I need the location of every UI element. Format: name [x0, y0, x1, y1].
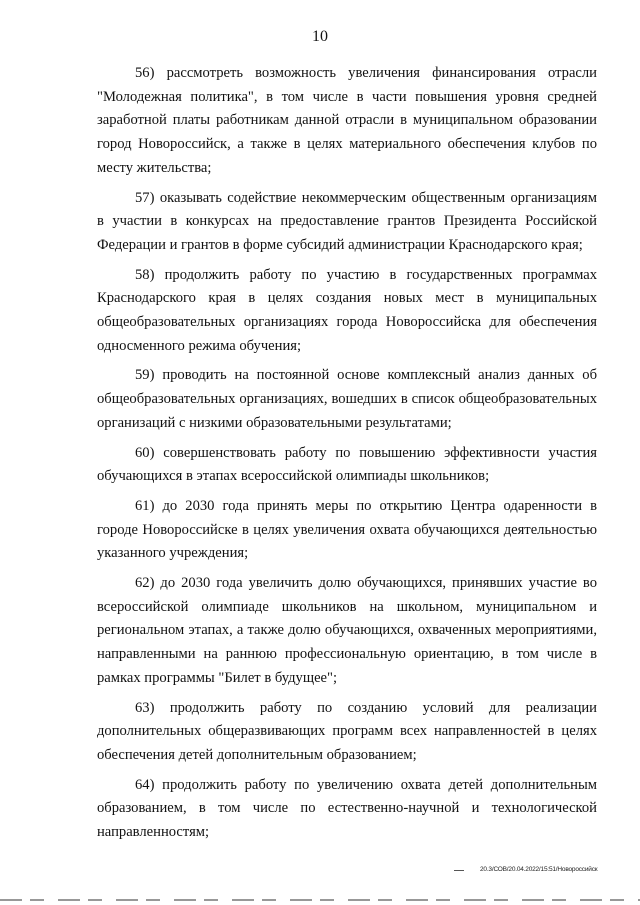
- paragraph-63: 63) продолжить работу по созданию условий для реализации дополнительных общеразвивающих программ всех направленностей в целях обеспечения детей дополнительным образованием;: [97, 699, 597, 763]
- page-number: 10: [312, 28, 328, 45]
- document-stamp: 20.3/СОВ/20.04.2022/15:51/Новороссийск: [480, 866, 598, 873]
- paragraph-62: 62) до 2030 года увеличить долю обучающихся, принявших участие во всероссийской олимпиаде школьников на школьном, муниципальном и региональном этапах, а также долю обучающихся, охваченных мероприятиями, направленными на раннюю профессиональную ориентацию, в том числе в рамках программы "Билет в будущее";: [97, 575, 597, 686]
- document-body: [97, 62, 597, 851]
- paragraph-61: 61) до 2030 года принять меры по открытию Центра одаренности в городе Новороссийске в целях увеличения охвата обучающихся деятельностью указанного учреждения;: [97, 497, 597, 562]
- bottom-scan-edge: [0, 899, 640, 901]
- paragraph-59: 59) проводить на постоянной основе комплексный анализ данных об общеобразовательных организациях, вошедших в список общеобразовательных организаций с низкими образовательными результатами;: [97, 367, 597, 431]
- paragraph-57: 57) оказывать содействие некоммерческим общественным организациям в участии в конкурсах на предоставление грантов Президента Российской Федерации и грантов в форме субсидий администрации Краснодарского края;: [97, 189, 597, 253]
- paragraph-56: 56) рассмотреть возможность увеличения финансирования отрасли "Молодежная политика", в том числе в части повышения уровня средней заработной платы работникам данной отрасли в муниципальном образовании город Новороссийск, а также в целях материального обеспечения клубов по месту жительства;: [97, 65, 597, 176]
- paragraph-58: 58) продолжить работу по участию в государственных программах Краснодарского края в целях создания новых мест в муниципальных общеобразовательных организациях города Новороссийска для обеспечения односменного режима обучения;: [97, 266, 597, 354]
- footer-dash: [454, 870, 464, 871]
- paragraph-60: 60) совершенствовать работу по повышению эффективности участия обучающихся в этапах всероссийской олимпиады школьников;: [97, 444, 597, 485]
- paragraph-64: 64) продолжить работу по увеличению охвата детей дополнительным образованием, в том числе по естественно-научной и технологической направленностям;: [97, 776, 597, 841]
